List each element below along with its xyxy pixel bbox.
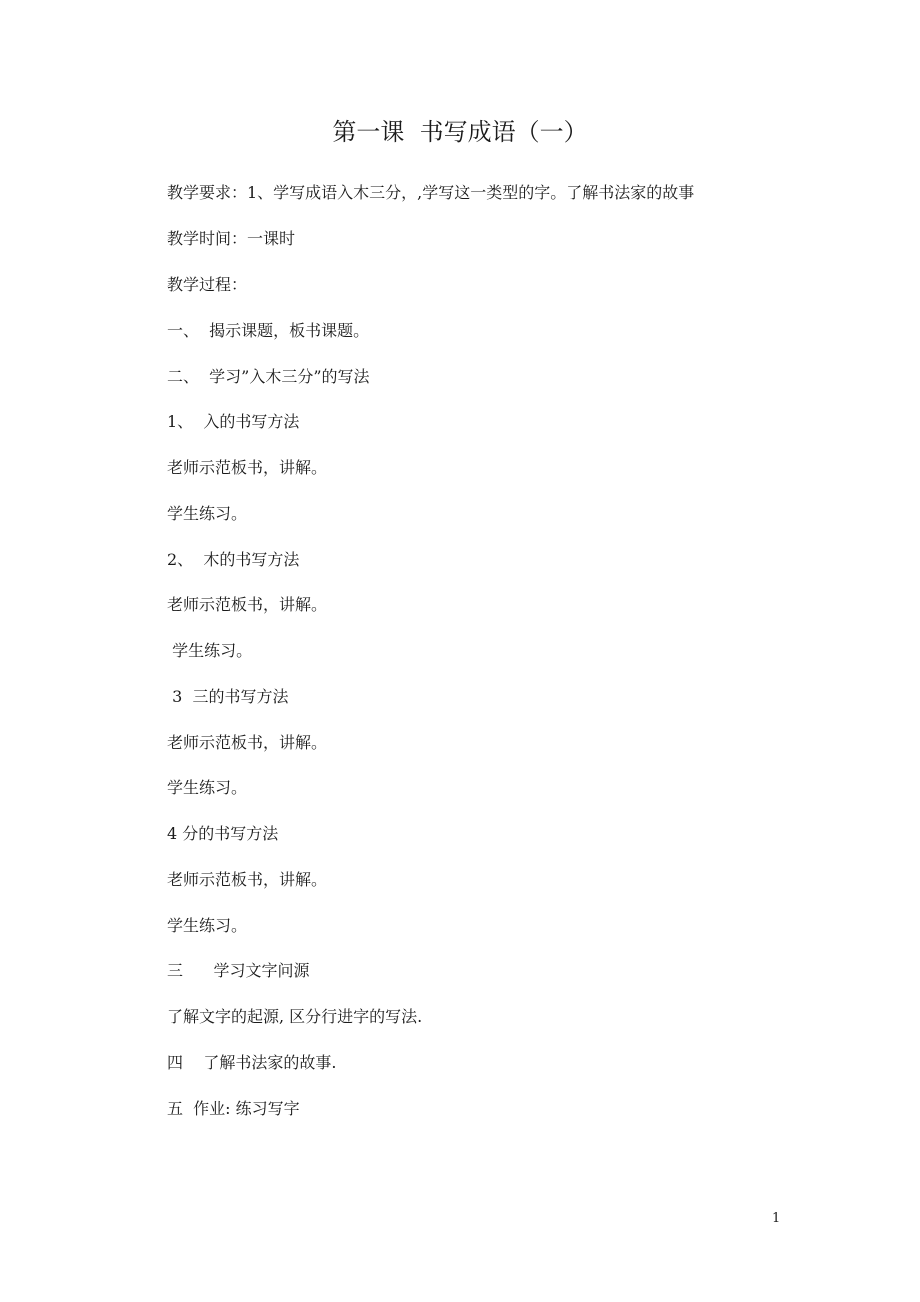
text-line-teaching-time: 教学时间：一课时: [167, 229, 296, 248]
text-line-practice-3: 学生练习。: [167, 778, 248, 797]
text-line-step-4: 四 了解书法家的故事.: [167, 1053, 337, 1072]
text-line-origin-of-characters: 了解文字的起源, 区分行进字的写法.: [167, 1007, 423, 1026]
text-line-demo-1: 老师示范板书，讲解。: [167, 458, 328, 477]
text-line-substep-2: 2、 木的书写方法: [167, 550, 300, 569]
text-line-demo-3: 老师示范板书，讲解。: [167, 733, 328, 752]
text-line-step-2: 二、 学习”入木三分”的写法: [167, 367, 370, 386]
page-number: 1: [772, 1211, 781, 1226]
text-line-teaching-requirements: 教学要求：1、学写成语入木三分，,学写这一类型的字。了解书法家的故事: [167, 183, 695, 202]
text-line-practice-4: 学生练习。: [167, 916, 248, 935]
text-line-substep-3: 3 三的书写方法: [167, 687, 289, 706]
text-line-practice-1: 学生练习。: [167, 504, 248, 523]
text-line-substep-4: 4 分的书写方法: [167, 824, 279, 843]
text-line-demo-4: 老师示范板书，讲解。: [167, 870, 328, 889]
text-line-step-3: 三 学习文字问源: [167, 961, 310, 980]
document-title: 第一课 书写成语（一）: [332, 118, 588, 146]
text-line-teaching-process: 教学过程：: [167, 275, 248, 294]
text-line-practice-2: 学生练习。: [167, 641, 253, 660]
text-line-step-5-homework: 五 作业: 练习写字: [167, 1099, 300, 1118]
text-line-step-1: 一、 揭示课题，板书课题。: [167, 321, 370, 340]
text-line-substep-1: 1、 入的书写方法: [167, 412, 300, 431]
text-line-demo-2: 老师示范板书，讲解。: [167, 595, 328, 614]
